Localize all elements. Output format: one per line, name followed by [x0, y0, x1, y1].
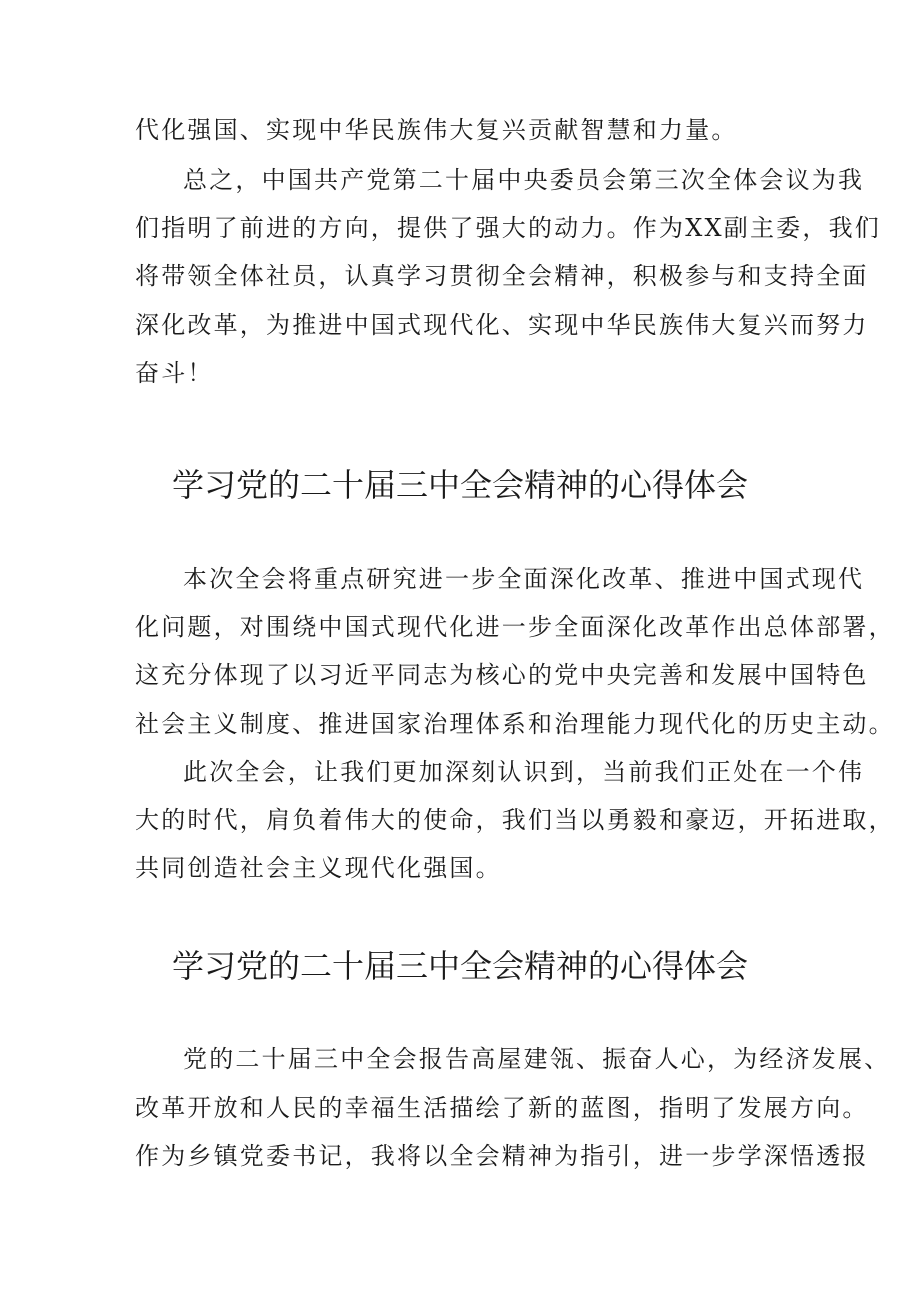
- paragraph-line: 社会主义制度、推进国家治理体系和治理能力现代化的历史主动。: [135, 710, 895, 738]
- paragraph-line: 总之，中国共产党第二十届中央委员会第三次全体会议为我: [183, 166, 865, 194]
- paragraph-line: 本次全会将重点研究进一步全面深化改革、推进中国式现代: [183, 565, 865, 593]
- paragraph-line: 共同创造社会主义现代化强国。: [135, 854, 502, 882]
- paragraph-line: 改革开放和人民的幸福生活描绘了新的蓝图，指明了发展方向。: [135, 1094, 869, 1122]
- paragraph-line: 们指明了前进的方向，提供了强大的动力。作为XX副主委，我们: [135, 214, 881, 242]
- paragraph-line: 奋斗！: [135, 359, 214, 387]
- paragraph-line: 大的时代，肩负着伟大的使命，我们当以勇毅和豪迈，开拓进取，: [135, 806, 895, 834]
- paragraph-line: 此次全会，让我们更加深刻认识到，当前我们正处在一个伟: [183, 758, 865, 786]
- paragraph-line: 这充分体现了以习近平同志为核心的党中央完善和发展中国特色: [135, 661, 869, 689]
- paragraph-line: 将带领全体社员，认真学习贯彻全会精神，积极参与和支持全面: [135, 262, 869, 290]
- paragraph-line: 党的二十届三中全会报告高屋建瓴、振奋人心，为经济发展、: [183, 1045, 891, 1073]
- paragraph-line: 代化强国、实现中华民族伟大复兴贡献智慧和力量。: [135, 116, 738, 144]
- paragraph-line: 化问题，对围绕中国式现代化进一步全面深化改革作出总体部署，: [135, 613, 895, 641]
- section-heading: 学习党的二十届三中全会精神的心得体会: [171, 466, 748, 504]
- paragraph-line: 作为乡镇党委书记，我将以全会精神为指引，进一步学深悟透报: [135, 1142, 869, 1170]
- section-heading: 学习党的二十届三中全会精神的心得体会: [171, 947, 748, 985]
- paragraph-line: 深化改革，为推进中国式现代化、实现中华民族伟大复兴而努力: [135, 311, 869, 339]
